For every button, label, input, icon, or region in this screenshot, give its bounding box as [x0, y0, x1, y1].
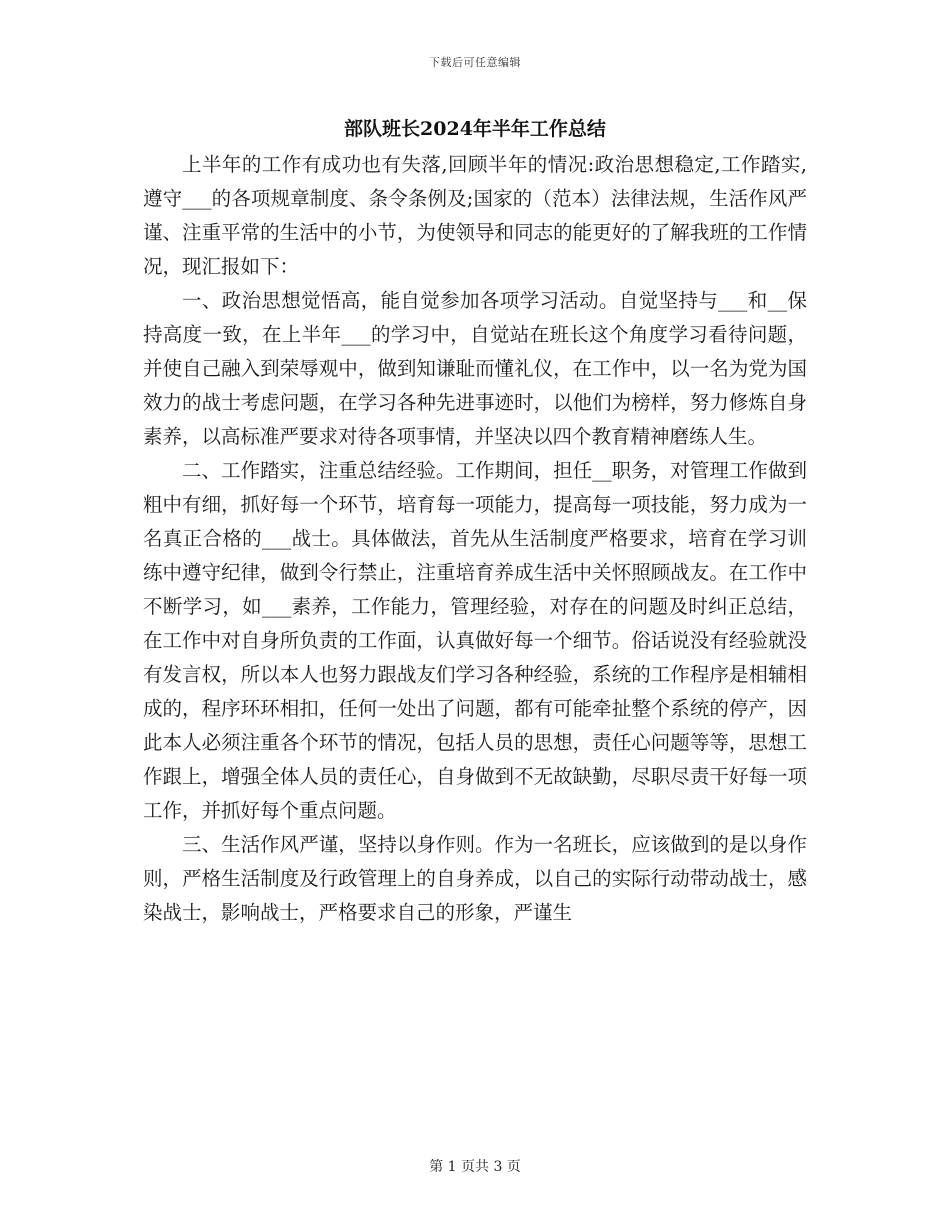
- paragraph-lifestyle: 三、生活作风严谨，坚持以身作则。作为一名班长，应该做到的是以身作则，严格生活制度及行政管理上的自身养成，以自己的实际行动带动战士，感染战士，影响战士，严格要求自己的形象，严谨生: [143, 833, 807, 924]
- paragraph-work: 二、工作踏实，注重总结经验。工作期间，担任__职务，对管理工作做到粗中有细，抓好每一个环节，培育每一项能力，提高每一项技能，努力成为一名真正合格的___战士。具体做法，首先从生活制度严格要求，培育在学习训练中遵守纪律，做到令行禁止，注重培育养成生活中关怀照顾战友。在工作中不断学习，如___素养，工作能力，管理经验，对存在的问题及时纠正总结，在工作中对自身所负责的工作面，认真做好每一个细节。俗话说没有经验就没有发言权，所以本人也努力跟战友们学习各种经验，系统的工作程序是相辅相成的，程序环环相扣，任何一处出了问题，都有可能牵扯整个系统的停产，因此本人必须注重各个环节的情况，包括人员的思想，责任心问题等等，思想工作跟上，增强全体人员的责任心，自身做到不无故缺勤，尽职尽责干好每一项工作，并抓好每个重点问题。: [143, 459, 807, 822]
- document-body: [143, 148, 807, 930]
- page-number: 第 1 页共 3 页: [429, 1159, 521, 1175]
- paragraph-political: 一、政治思想觉悟高，能自觉参加各项学习活动。自觉坚持与___和__保持高度一致，在上半年___的学习中，自觉站在班长这个角度学习看待问题，并使自己融入到荣辱观中，做到知谦耻而懂礼仪，在工作中，以一名为党为国效力的战士考虑问题，在学习各种先进事迹时，以他们为榜样，努力修炼自身素养，以高标准严要求对待各项事情，并坚决以四个教育精神磨练人生。: [143, 289, 807, 448]
- document-title: 部队班长2024年半年工作总结: [344, 118, 606, 140]
- paragraph-intro: 上半年的工作有成功也有失落,回顾半年的情况:政治思想稳定,工作踏实,遵守___的各项规章制度、条令条例及;国家的（范本）法律法规，生活作风严谨、注重平常的生活中的小节，为使领导和同志的能更好的了解我班的工作情况，现汇报如下：: [143, 153, 807, 278]
- page-header-note: 下载后可任意编辑: [429, 56, 521, 69]
